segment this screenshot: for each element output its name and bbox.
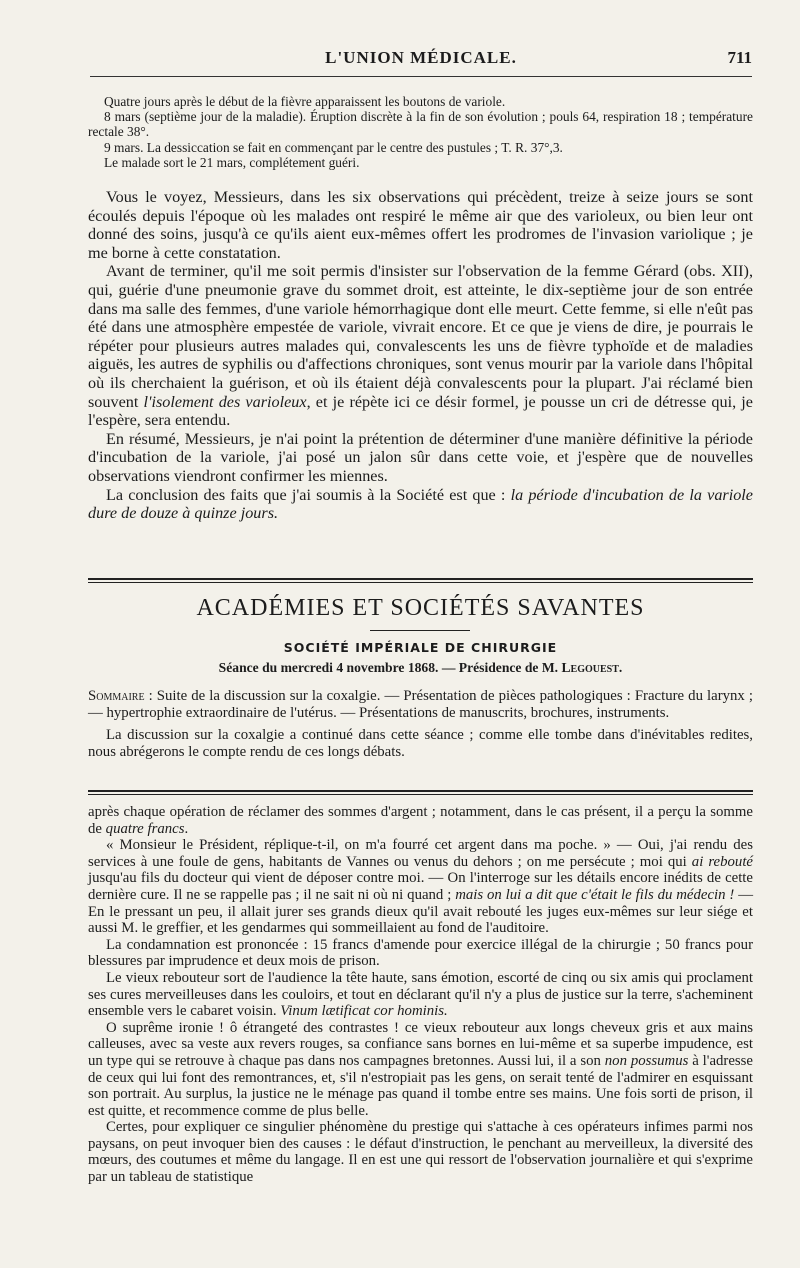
paragraph: « Monsieur le Président, réplique-t-il, on m'a fourré cet argent dans ma poche. » — Oui, j'ai rendu des services à une foule de gens, habitants de Vannes ou venus du dehors ; on me persécute ; moi qui ai rebouté jusqu'au fils du docteur qui vient de déposer contre moi. — On l'interroge sur les détails encore inédits de cette dernière cure. Il ne se rappelle pas ; il ne sait ni où ni quand ; mais on lui a dit que c'était le fils du médecin ! — En le pressant un peu, il allait jurer ses grands dieux qu'il avait rebouté les juges eux-mêmes sur leur siége et aussi M. le greffier, et les gendarmes qui sommeillaient au fond de l'auditoire. — [88, 837, 753, 937]
session-line: Séance du mercredi 4 novembre 1868. — Présidence de M. Legouest. — [218, 660, 623, 675]
paragraph: Vous le voyez, Messieurs, dans les six observations qui précèdent, treize à seize jours se sont écoulés depuis l'époque où les malades ont respiré le même air que des varioleux, ou bien leur ont donné des soins, jusqu'à ce qu'ils aient eux-mêmes offert les prodromes de l'invasion variolique ; je me borne à cette constatation. — [88, 188, 753, 262]
summary-paragraph: Sommaire : Suite de la discussion sur la coxalgie. — Présentation de pièces pathologiques : Fracture du larynx ; — hypertrophie extraordinaire de l'utérus. — Présentations de manuscrits, brochures, instruments. — [88, 688, 753, 721]
note-line: 8 mars (septième jour de la maladie). Éruption discrète à la fin de son évolution ; pouls 64, respiration 18 ; température rectale 38°. — [88, 109, 753, 140]
section-heading: ACADÉMIES ET SOCIÉTÉS SAVANTES — [196, 595, 645, 621]
note-line: 9 mars. La dessiccation se fait en commençant par le centre des pustules ; T. R. 37°,3. — [104, 139, 563, 155]
feuilleton-text — [88, 804, 753, 1186]
paragraph: Le vieux rebouteur sort de l'audience la tête haute, sans émotion, escorté de cinq ou six amis qui proclament ses cures merveilleuses dans les couloirs, et tout en déclarant qu'il n'y a plus de justice sur la terre, s'acheminent ensemble vers le cabaret voisin. Vinum lætificat cor hominis. — [88, 969, 753, 1020]
page-header — [90, 48, 752, 72]
page-number: 711 — [727, 48, 752, 67]
article-body — [88, 188, 753, 523]
paragraph: Avant de terminer, qu'il me soit permis d'insister sur l'observation de la femme Gérard (obs. XII), qui, guérie d'une pneumonie grave du sommet droit, est atteinte, le dix-septième jour de son entrée dans ma salle des femmes, d'une variole hémorrhagique dont elle meurt. Cette femme, si elle n'eût pas été dans une atmosphère empestée de variole, vivrait encore. Et ce que je viens de dire, je pourrais le répéter pour plusieurs autres malades qui, convalescents les uns de fièvre typhoïde et de maladies aiguës, les autres de syphilis ou d'affections chroniques, sont venus mourir par la variole dans l'hôpital où ils cherchaient la guérison, et où ils étaient déjà convalescents pour la plupart. J'ai réclamé bien souvent l'isolement des varioleux, et je répète ici ce désir formel, je pousse un cri de détresse qui, je l'espère, sera entendu. — [88, 262, 753, 430]
observation-notes — [88, 94, 753, 170]
discussion-paragraph: La discussion sur la coxalgie a continué dans cette séance ; comme elle tombe dans d'inévitables redites, nous abrégerons le compte rendu de ces longs débats. — [88, 727, 753, 760]
session-summary — [88, 688, 753, 760]
heading-rule — [370, 630, 470, 631]
header-rule — [90, 76, 752, 77]
society-heading: SOCIÉTÉ IMPÉRIALE DE CHIRURGIE — [283, 640, 558, 655]
feuilleton-divider — [88, 790, 753, 795]
paragraph: Certes, pour expliquer ce singulier phénomène du prestige qui s'attache à ces opérateurs infimes parmi nos paysans, on peut invoquer bien des causes : le défaut d'instruction, le penchant au merveilleux, la diversité des mœurs, des coutumes et même du langage. Il en est une qui ressort de l'observation journalière et qui s'exprime par un tableau de statistique — [88, 1119, 753, 1186]
conclusion-paragraph: La conclusion des faits que j'ai soumis à la Société est que : la période d'incubation de la variole dure de douze à quinze jours. — [88, 485, 753, 523]
section-divider — [88, 578, 753, 583]
note-line: Le malade sort le 21 mars, complétement guéri. — [104, 154, 360, 170]
paragraph: après chaque opération de réclamer des sommes d'argent ; notamment, dans le cas présent, il a perçu la somme de quatre francs. — [88, 804, 753, 837]
note-line: Quatre jours après le début de la fièvre apparaissent les boutons de variole. — [104, 94, 506, 109]
paragraph: En résumé, Messieurs, je n'ai point la prétention de déterminer d'une manière définitive la période d'incubation de la variole, j'ai posé un jalon sûr dans cette voie, et j'espère que de nouvelles observations viendront confirmer les miennes. — [88, 429, 753, 485]
journal-title: L'UNION MÉDICALE. — [325, 48, 517, 67]
paragraph: La condamnation est prononcée : 15 francs d'amende pour exercice illégal de la chirurgie ; 50 francs pour blessures par imprudence et deux mois de prison. — [88, 936, 753, 970]
paragraph: O suprême ironie ! ô étrangeté des contrastes ! ce vieux rebouteur aux longs cheveux gris et aux mains calleuses, avec sa veste aux revers rouges, sa confiance sans bornes en lui-même et sa superbe impudence, est un type qui se retrouve à chaque pas dans nos campagnes bretonnes. Aussi lui, il a son non possumus à l'adresse de ceux qui lui font des remontrances, et, s'il n'estropiait pas les gens, on serait tenté de l'admirer en esquissant son portrait. Au surplus, la justice ne le ménage pas quand il tombe entre ses mains. Une fois sorti de prison, il est quitte, et recommence comme de plus belle. — [88, 1019, 753, 1119]
